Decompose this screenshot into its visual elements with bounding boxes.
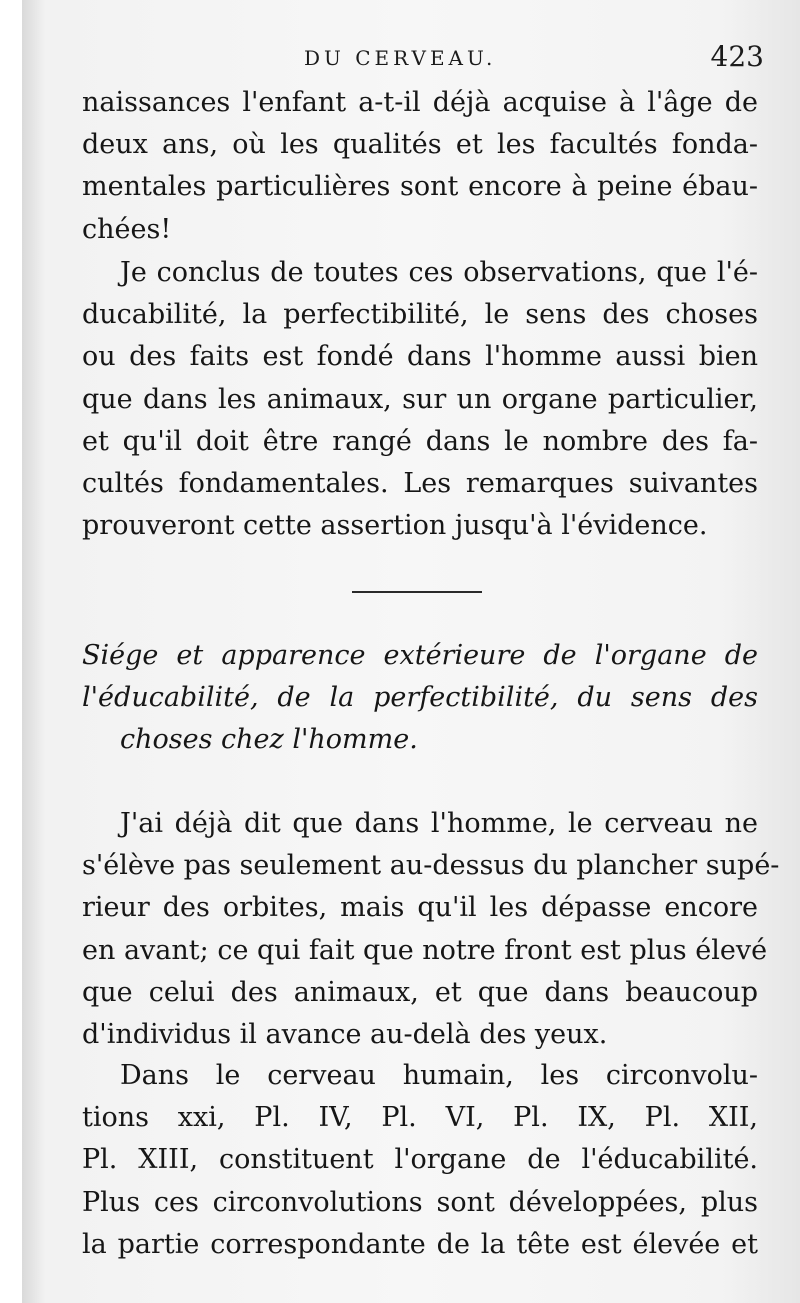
text-line: que dans les animaux, sur un organe particulier, [82, 383, 758, 415]
book-page [22, 0, 800, 1303]
text-line: naissances l'enfant a-t-il déjà acquise à l'âge de [82, 87, 758, 118]
text-line: et qu'il doit être rangé dans le nombre des fa- [82, 425, 758, 457]
heading-line: Siége et apparence extérieure de l'organe de [82, 640, 758, 671]
running-head: DU CERVEAU. [304, 46, 497, 70]
text-line: mentales particulières sont encore à peine ébau- [82, 171, 758, 203]
text-line: s'élève pas seulement au-dessus du plancher supé- [82, 850, 780, 882]
text-line: ducabilité, la perfectibilité, le sens des choses [82, 299, 758, 331]
text-line: la partie correspondante de la tête est élevée et [82, 1228, 758, 1260]
text-line: chées! [82, 213, 172, 245]
section-divider [352, 591, 482, 593]
text-line: ou des faits est fondé dans l'homme aussi bien [82, 341, 758, 373]
text-line: Pl. XIII, constituent l'organe de l'éducabilité. [82, 1144, 758, 1176]
paragraph-4 [82, 1055, 758, 1266]
text-line: deux ans, où les qualités et les facultés fonda- [82, 129, 758, 161]
text-line: en avant; ce qui fait que notre front est plus élevé [82, 934, 768, 966]
text-line: tions xxi, Pl. IV, Pl. VI, Pl. IX, Pl. XII, [82, 1102, 758, 1134]
heading-line: l'éducabilité, de la perfectibilité, du sens des [82, 682, 758, 714]
heading-line: choses chez l'homme. [120, 724, 418, 756]
text-line: cultés fondamentales. Les remarques suivantes [82, 467, 758, 499]
text-line: J'ai déjà dit que dans l'homme, le cerveau ne [120, 808, 758, 839]
text-line: Plus ces circonvolutions sont développées, plus [82, 1186, 758, 1218]
page-header [22, 40, 800, 78]
text-line: d'individus il avance au-delà des yeux. [82, 1018, 608, 1050]
paragraph-1 [82, 82, 758, 251]
text-line: rieur des orbites, mais qu'il les dépasse encore [82, 892, 758, 924]
section-heading [82, 635, 758, 762]
page-number: 423 [710, 40, 764, 73]
text-line: Dans le cerveau humain, les circonvolu- [120, 1060, 758, 1091]
text-line: que celui des animaux, et que dans beaucoup [82, 976, 758, 1008]
text-line: Je conclus de toutes ces observations, que l'é- [120, 257, 758, 288]
paragraph-3 [82, 803, 780, 1056]
text-line: prouveront cette assertion jusqu'à l'évidence. [82, 510, 708, 542]
paragraph-2 [82, 252, 758, 547]
